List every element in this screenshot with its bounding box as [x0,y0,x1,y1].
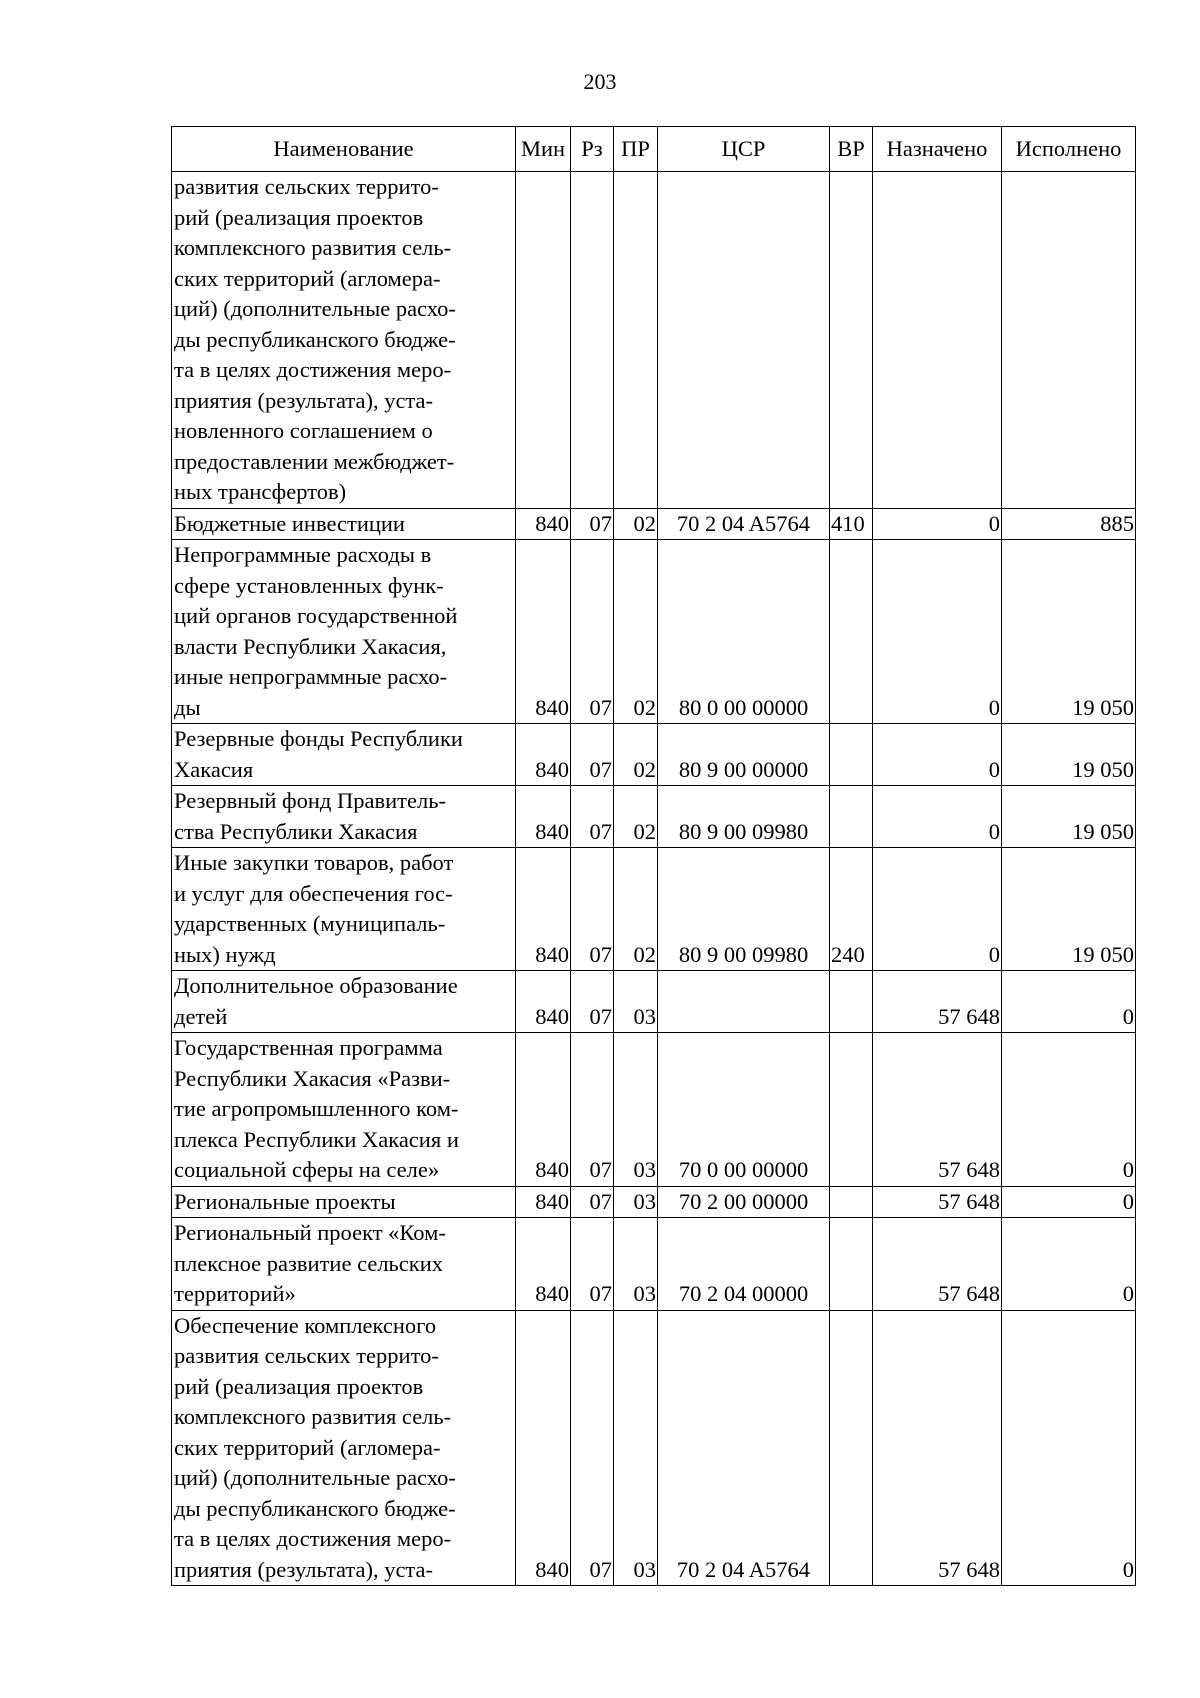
cell-pr: 02 [614,724,658,786]
cell-vr [830,172,873,509]
cell-min: 840 [516,1186,571,1218]
cell-min: 840 [516,971,571,1033]
table-row [172,1033,1136,1187]
cell-name: Непрограммные расходы в сфере установленных функ- ций органов государственной власти Республики Хакасия, иные непрограммные расхо- ды [172,540,516,724]
table-row [172,508,1136,540]
cell-assigned [873,172,1002,509]
cell-vr [830,1186,873,1218]
cell-vr [830,540,873,724]
cell-vr: 410 [830,508,873,540]
table-row [172,1310,1136,1586]
cell-executed: 0 [1002,1218,1136,1311]
cell-name: Региональные проекты [172,1186,516,1218]
cell-name: Обеспечение комплексного развития сельских террито- рий (реализация проектов комплексного развития сель- ских территорий (агломера- ций) (дополнительные расхо- ды республиканского бюдже- та в целях достижения меро- приятия (результата), уста- [172,1310,516,1586]
header-min: Мин [516,127,571,172]
cell-vr [830,724,873,786]
cell-executed: 19 050 [1002,724,1136,786]
header-vr: ВР [830,127,873,172]
cell-name: Государственная программа Республики Хакасия «Разви- тие агропромышленного ком- плекса Республики Хакасия и социальной сферы на селе» [172,1033,516,1187]
cell-min: 840 [516,786,571,848]
cell-assigned: 0 [873,848,1002,971]
cell-assigned: 57 648 [873,971,1002,1033]
cell-rz: 07 [571,1310,614,1586]
cell-assigned: 57 648 [873,1186,1002,1218]
cell-pr: 03 [614,1310,658,1586]
table-row [172,540,1136,724]
cell-vr: 240 [830,848,873,971]
cell-rz: 07 [571,786,614,848]
header-assigned: Назначено [873,127,1002,172]
cell-assigned: 57 648 [873,1033,1002,1187]
header-rz: Рз [571,127,614,172]
cell-pr: 02 [614,508,658,540]
cell-min: 840 [516,724,571,786]
cell-rz: 07 [571,508,614,540]
cell-assigned: 57 648 [873,1218,1002,1311]
cell-name: Иные закупки товаров, работ и услуг для обеспечения гос- ударственных (муниципаль- ных) нужд [172,848,516,971]
table-row [172,1186,1136,1218]
cell-assigned: 0 [873,508,1002,540]
cell-csr: 80 0 00 00000 [658,540,830,724]
cell-executed: 19 050 [1002,848,1136,971]
cell-name: Дополнительное образование детей [172,971,516,1033]
cell-name: Резервный фонд Правитель- ства Республики Хакасия [172,786,516,848]
cell-csr [658,172,830,509]
cell-min: 840 [516,1310,571,1586]
cell-csr: 70 2 04 00000 [658,1218,830,1311]
header-csr: ЦСР [658,127,830,172]
cell-pr: 03 [614,1218,658,1311]
cell-min: 840 [516,1218,571,1311]
cell-name: Бюджетные инвестиции [172,508,516,540]
cell-csr [658,971,830,1033]
cell-pr: 02 [614,786,658,848]
table-row [172,848,1136,971]
cell-min: 840 [516,508,571,540]
cell-rz: 07 [571,1186,614,1218]
cell-csr: 70 2 00 00000 [658,1186,830,1218]
cell-assigned: 0 [873,540,1002,724]
header-name: Наименование [172,127,516,172]
cell-executed: 19 050 [1002,540,1136,724]
cell-assigned: 0 [873,786,1002,848]
budget-table [171,126,1136,1586]
header-pr: ПР [614,127,658,172]
cell-rz: 07 [571,1033,614,1187]
cell-vr [830,786,873,848]
cell-rz: 07 [571,1218,614,1311]
cell-csr: 80 9 00 09980 [658,848,830,971]
cell-executed [1002,172,1136,509]
cell-csr: 80 9 00 00000 [658,724,830,786]
cell-pr: 03 [614,1186,658,1218]
cell-name: развития сельских террито- рий (реализация проектов комплексного развития сель- ских территорий (агломера- ций) (дополнительные расхо- ды республиканского бюдже- та в целях достижения меро- приятия (результата), уста- новленного соглашением о предоставлении межбюджет- ных трансфертов) [172,172,516,509]
cell-name: Региональный проект «Ком- плексное развитие сельских территорий» [172,1218,516,1311]
cell-executed: 0 [1002,971,1136,1033]
cell-pr: 03 [614,971,658,1033]
cell-executed: 0 [1002,1310,1136,1586]
table-row [172,724,1136,786]
cell-pr: 02 [614,848,658,971]
cell-executed: 0 [1002,1186,1136,1218]
cell-vr [830,1033,873,1187]
table-body [172,172,1136,1586]
cell-assigned: 57 648 [873,1310,1002,1586]
table-row [172,971,1136,1033]
cell-rz: 07 [571,848,614,971]
cell-pr [614,172,658,509]
header-executed: Исполнено [1002,127,1136,172]
table-row [172,172,1136,509]
page-number: 203 [583,69,617,94]
cell-vr [830,1218,873,1311]
cell-pr: 02 [614,540,658,724]
cell-executed: 19 050 [1002,786,1136,848]
cell-vr [830,971,873,1033]
table-row [172,1218,1136,1311]
cell-rz: 07 [571,971,614,1033]
cell-csr: 70 0 00 00000 [658,1033,830,1187]
cell-vr [830,1310,873,1586]
cell-rz [571,172,614,509]
cell-min: 840 [516,1033,571,1187]
cell-executed: 0 [1002,1033,1136,1187]
cell-rz: 07 [571,724,614,786]
cell-rz: 07 [571,540,614,724]
cell-executed: 885 [1002,508,1136,540]
cell-assigned: 0 [873,724,1002,786]
cell-csr: 80 9 00 09980 [658,786,830,848]
cell-min: 840 [516,848,571,971]
cell-pr: 03 [614,1033,658,1187]
header-row [172,127,1136,172]
cell-csr: 70 2 04 A5764 [658,508,830,540]
cell-min [516,172,571,509]
cell-csr: 70 2 04 A5764 [658,1310,830,1586]
cell-min: 840 [516,540,571,724]
cell-name: Резервные фонды Республики Хакасия [172,724,516,786]
table-row [172,786,1136,848]
